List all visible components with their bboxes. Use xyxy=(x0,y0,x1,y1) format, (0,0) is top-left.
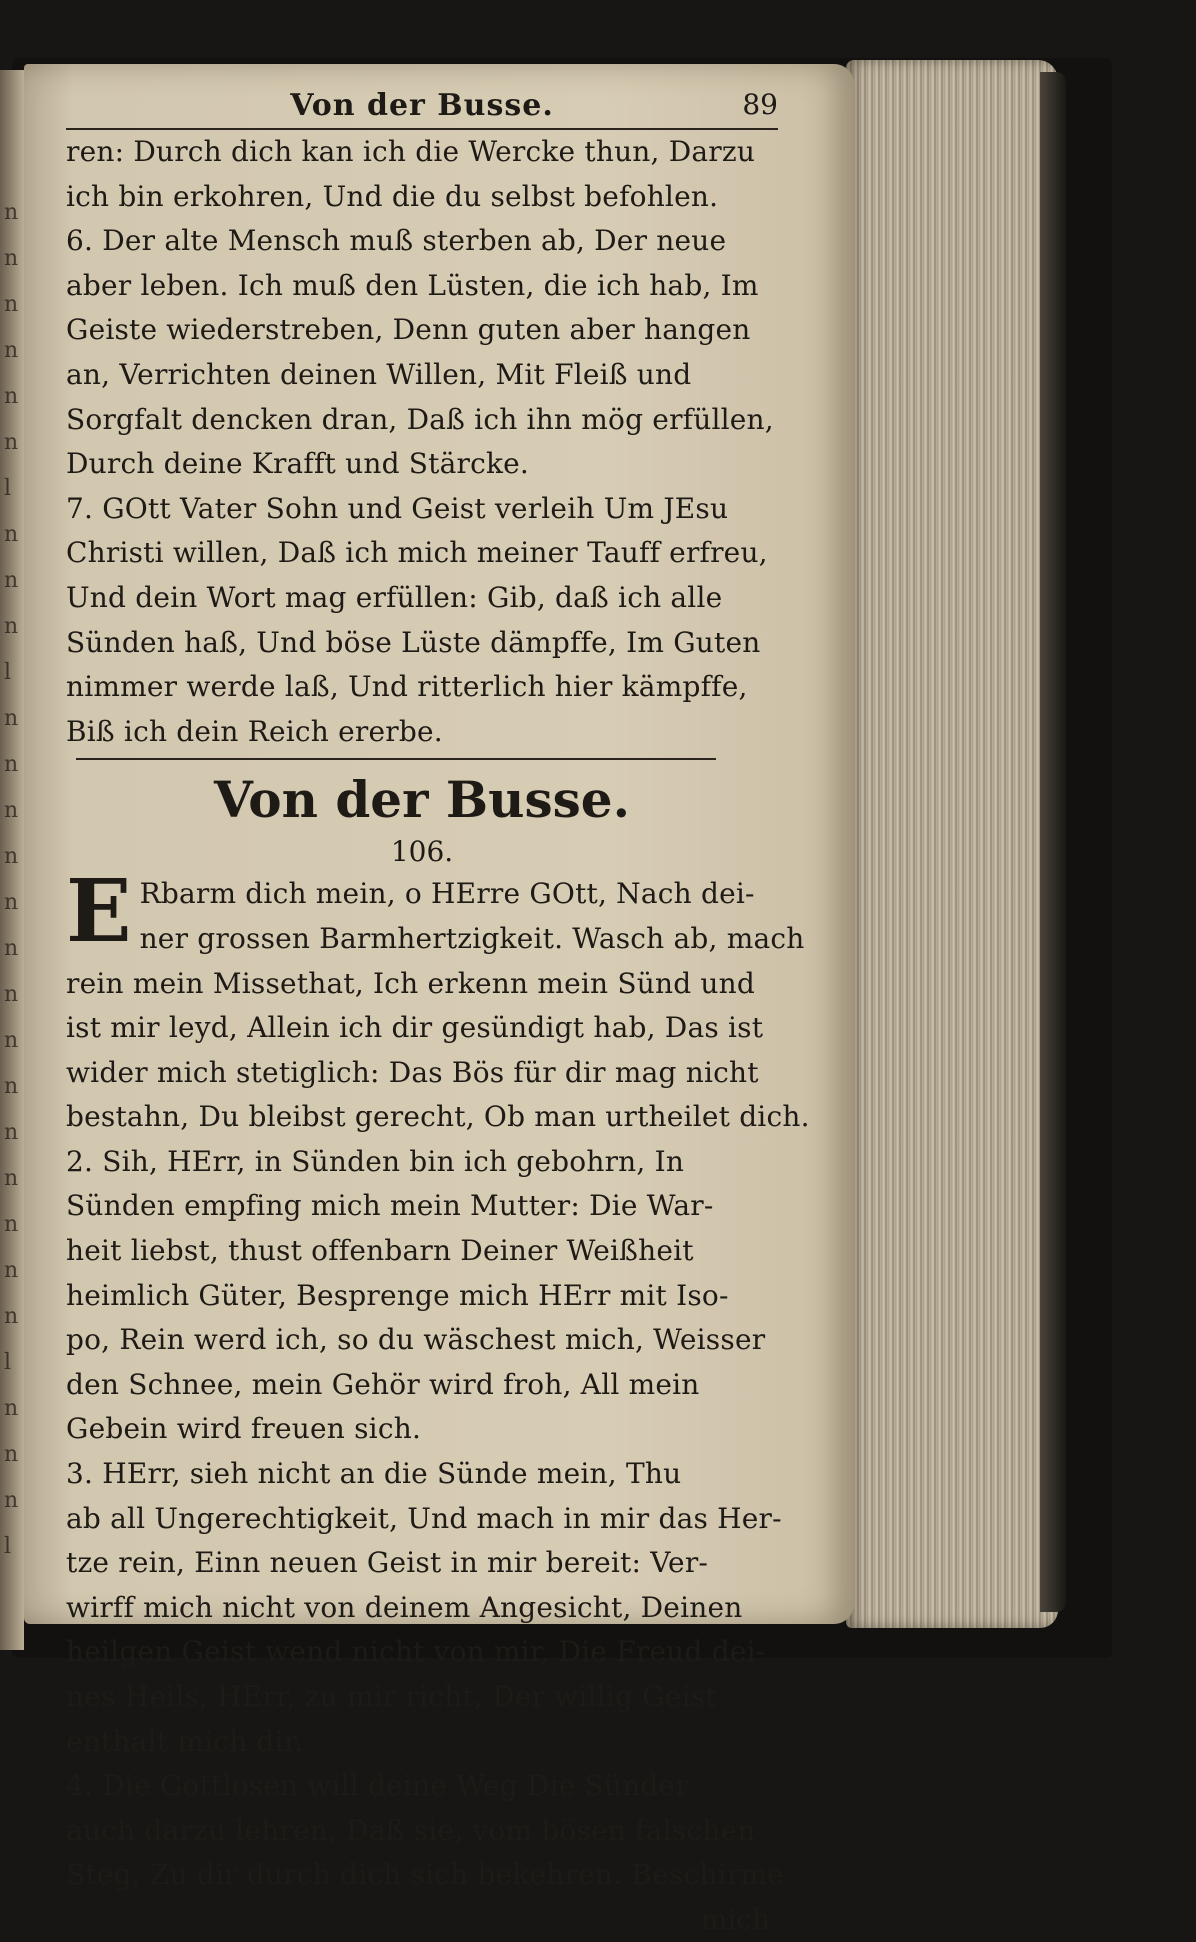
text-line: an, Verrichten deinen Willen, Mit Fleiß und xyxy=(66,357,692,391)
text-line: heimlich Güter, Besprenge mich HErr mit Iso- xyxy=(66,1278,729,1312)
text-line: Und dein Wort mag erfüllen: Gib, daß ich alle xyxy=(66,580,723,614)
left-page-glyph: n xyxy=(4,338,19,363)
text-line: tze rein, Einn neuen Geist in mir bereit: Ver- xyxy=(66,1546,709,1580)
text-line: Sorgfalt dencken dran, Daß ich ihn mög erfüllen, xyxy=(66,402,774,436)
left-page-glyph: n xyxy=(4,1304,19,1329)
catchword: mich xyxy=(700,1902,770,1936)
text-line: 4. Die Gottlosen will deine Weg Die Sünder xyxy=(66,1769,689,1803)
left-page-glyph: l xyxy=(4,660,12,685)
left-page-glyph: n xyxy=(4,1166,19,1191)
text-line: Durch deine Krafft und Stärcke. xyxy=(66,447,530,481)
left-page-glyph: n xyxy=(4,1396,19,1421)
hymn-number: 106. xyxy=(390,835,454,869)
text-line: Sünden empfing mich mein Mutter: Die War- xyxy=(66,1189,714,1223)
text-line: 6. Der alte Mensch muß sterben ab, Der neue xyxy=(66,224,727,258)
section-title: Von der Busse. xyxy=(214,770,630,830)
left-page-glyph: n xyxy=(4,1028,19,1053)
page-edges xyxy=(846,60,1058,1628)
left-page-glyph: l xyxy=(4,476,12,501)
text-line: rein mein Missethat, Ich erkenn mein Sünd und xyxy=(66,966,756,1000)
left-page-glyph: n xyxy=(4,844,19,869)
text-line: po, Rein werd ich, so du wäschest mich, Weisser xyxy=(66,1323,766,1357)
page-header xyxy=(66,88,778,130)
left-page-glyph: n xyxy=(4,752,19,777)
left-page-glyph: n xyxy=(4,384,19,409)
text-line: nes Heils, HErr, zu mir richt, Der willig Geist xyxy=(66,1680,717,1713)
text-line: 2. Sih, HErr, in Sünden bin ich gebohrn, In xyxy=(66,1144,685,1178)
text-line: Rbarm dich mein, o HErre GOtt, Nach dei- xyxy=(139,877,755,911)
text-line: nimmer werde laß, Und ritterlich hier kämpffe, xyxy=(66,670,748,704)
text-line: ich bin erkohren, Und die du selbst befohlen. xyxy=(66,179,719,213)
text-line: bestahn, Du bleibst gerecht, Ob man urtheilet dich. xyxy=(66,1100,810,1134)
left-page-edge xyxy=(0,70,24,1650)
running-title: Von der Busse. xyxy=(290,88,554,123)
left-page-glyph: n xyxy=(4,936,19,961)
left-page-glyph: n xyxy=(4,890,19,915)
text-line: ist mir leyd, Allein ich dir gesündigt hab, Das ist xyxy=(66,1011,764,1045)
left-page-glyph: l xyxy=(4,1534,12,1559)
text-line: Christi willen, Daß ich mich meiner Tauff erfreu, xyxy=(66,536,768,570)
text-line: ren: Durch dich kan ich die Wercke thun, Darzu xyxy=(66,135,756,168)
text-line: 3. HErr, sieh nicht an die Sünde mein, Thu xyxy=(66,1457,682,1491)
left-page-glyphs xyxy=(4,190,22,1690)
left-page-glyph: n xyxy=(4,798,19,823)
left-page-glyph: l xyxy=(4,1350,12,1375)
page-text xyxy=(66,88,810,1942)
text-line: den Schnee, mein Gehör wird froh, All mein xyxy=(66,1367,700,1401)
drop-cap: E xyxy=(66,861,132,963)
text-line: Gebein wird freuen sich. xyxy=(66,1412,422,1446)
section-divider xyxy=(76,758,716,760)
page-number: 89 xyxy=(742,88,778,121)
text-line: heit liebst, thust offenbarn Deiner Weißheit xyxy=(66,1234,694,1268)
left-page-glyph: n xyxy=(4,292,19,317)
left-page-glyph: n xyxy=(4,1442,19,1467)
left-page-glyph: n xyxy=(4,1212,19,1237)
cover-edge xyxy=(1040,72,1066,1612)
text-line: ab all Ungerechtigkeit, Und mach in mir das Her- xyxy=(66,1501,782,1535)
left-page-glyph: n xyxy=(4,430,19,455)
left-page-glyph: n xyxy=(4,1488,19,1513)
text-line: Geiste wiederstreben, Denn guten aber hangen xyxy=(66,313,751,347)
left-page-glyph: n xyxy=(4,982,19,1007)
left-page-glyph: n xyxy=(4,1258,19,1283)
left-page-glyph: n xyxy=(4,200,19,225)
text-line: 7. GOtt Vater Sohn und Geist verleih Um JEsu xyxy=(66,491,729,525)
left-page-glyph: n xyxy=(4,1074,19,1099)
left-page-glyph: n xyxy=(4,568,19,593)
hymn-106-text xyxy=(66,861,810,1898)
hymn-continuation xyxy=(66,130,778,754)
left-page-glyph: n xyxy=(4,614,19,639)
text-line: Sünden haß, Und böse Lüste dämpffe, Im Guten xyxy=(66,625,761,659)
text-line: aber leben. Ich muß den Lüsten, die ich hab, Im xyxy=(66,268,759,302)
text-line: Steg, Zu dir durch dich sich bekehren. Beschirme xyxy=(66,1858,784,1892)
text-line: wirff mich nicht von deinem Angesicht, Deinen xyxy=(66,1590,743,1624)
text-line: ner grossen Barmhertzigkeit. Wasch ab, mach xyxy=(139,921,805,955)
text-line: wider mich stetiglich: Das Bös für dir mag nicht xyxy=(66,1055,759,1089)
left-page-glyph: n xyxy=(4,246,19,271)
left-page-glyph: n xyxy=(4,522,19,547)
text-line: heilgen Geist wend nicht von mir, Die Freud dei- xyxy=(66,1635,766,1669)
left-page-glyph: n xyxy=(4,1120,19,1145)
left-page-glyph: n xyxy=(4,706,19,731)
text-line: Biß ich dein Reich ererbe. xyxy=(66,714,443,748)
text-line: enthalt mich dir. xyxy=(66,1724,304,1758)
hymn-106 xyxy=(66,861,810,1898)
text-line: auch darzu lehren, Daß sie, vom bösen falschen xyxy=(66,1813,756,1847)
